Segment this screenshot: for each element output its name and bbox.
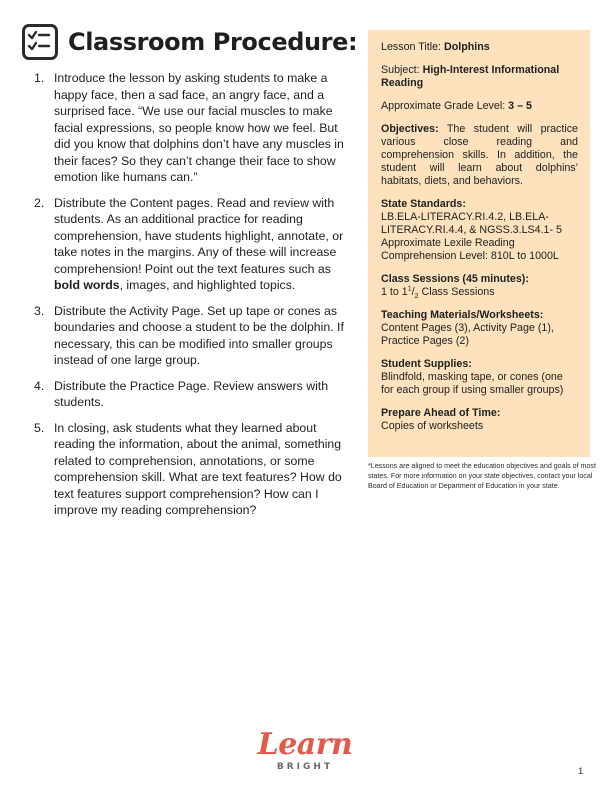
step-text: Introduce the lesson by asking students to make a happy face, then a sad face, an angry face, and a surprised face. “We use our facial muscles to make facial expressions, so people know how we feel. But did you know that dolphins don’t have any muscles in their faces? So they can’t change their face to show emotion like humans can.” (54, 71, 344, 184)
objectives-text: The student will practice various close reading and comprehension skills. In addition, the student will learn about dolphins’ habitats, diets, and behaviors. (381, 123, 578, 187)
lesson-title-field (381, 41, 578, 54)
sessions-slash: / (411, 286, 415, 298)
sessions-numerator: 1 (407, 285, 412, 293)
prepare-ahead-text: Copies of worksheets (381, 420, 484, 432)
state-standards-label: State Standards: (381, 198, 466, 210)
procedure-list (34, 70, 346, 528)
prepare-ahead-section (381, 407, 578, 433)
student-supplies-section (381, 358, 578, 397)
objectives-section (381, 123, 578, 188)
grade-level-field (381, 100, 578, 113)
teaching-materials-section (381, 309, 578, 348)
student-supplies-label: Student Supplies: (381, 358, 472, 370)
prepare-ahead-label: Prepare Ahead of Time: (381, 407, 501, 419)
state-standards-text: LB.ELA-LITERACY.RI.4.2, LB.ELA-LITERACY.RI.4.4, & NGSS.3.LS4.1- 5 (381, 211, 562, 236)
lexile-text: Approximate Lexile Reading Comprehension Level: 810L to 1000L (381, 237, 559, 262)
logo-word: Learn (257, 727, 353, 762)
step-number: 4. (34, 378, 45, 393)
procedure-step-3 (34, 303, 346, 369)
step-number: 2. (34, 195, 45, 210)
teaching-materials-text: Content Pages (3), Activity Page (1), Practice Pages (2) (381, 322, 554, 347)
subject-label: Subject: (381, 64, 420, 76)
step-text-part: Distribute the Content pages. Read and review with students. As an additional practice for reading comprehension, have students highlight, annotate, or take notes in the margins. Any of these will increase comprehension! Point out the text features such as (54, 195, 344, 276)
subject-field (381, 64, 578, 90)
procedure-step-1 (34, 70, 346, 186)
page-number: 1 (578, 766, 584, 777)
step-text-part: , images, and highlighted topics. (119, 278, 296, 292)
standards-footnote: *Lessons are aligned to meet the education objectives and goals of most states. For more information on your state objectives, contact your local Board of Education or Department of Education in your state. (368, 462, 596, 490)
step-text: Distribute the Practice Page. Review answers with students. (54, 378, 329, 409)
procedure-step-5 (34, 420, 346, 519)
subject-value: High-Interest Informational Reading (381, 64, 560, 89)
page-title: Classroom Procedure: (68, 28, 358, 56)
grade-level-label: Approximate Grade Level: (381, 100, 506, 112)
logo-subtitle: BRIGHT (276, 762, 334, 772)
lesson-title-label: Lesson Title: (381, 41, 442, 53)
step-text: Distribute the Activity Page. Set up tape or cones as boundaries and choose a student to be the dolphin. If necessary, this can be modified into smaller groups instead of one large group. (54, 303, 344, 367)
student-supplies-text: Blindfold, masking tape, or cones (one for each group if using smaller groups) (381, 371, 564, 396)
page-header (22, 22, 357, 62)
class-sessions-label: Class Sessions (45 minutes): (381, 273, 529, 285)
objectives-label: Objectives: (381, 123, 439, 135)
state-standards-section (381, 198, 578, 263)
sessions-denominator: 2 (414, 293, 419, 301)
teaching-materials-label: Teaching Materials/Worksheets: (381, 309, 544, 321)
step-number: 3. (34, 303, 45, 318)
class-sessions-section (381, 273, 578, 299)
lesson-info-panel (368, 30, 590, 457)
learn-bright-logo (256, 729, 354, 781)
step-text: In closing, ask students what they learned about reading the information, about the animal, something related to comprehension, annotations, or some comprehension skill. What are text features? How do text features support comprehension? How can I improve my reading comprehension? (54, 420, 342, 517)
step-text (54, 195, 346, 294)
grade-level-value: 3 – 5 (508, 100, 532, 112)
sessions-prefix: 1 to 1 (381, 286, 408, 298)
procedure-step-4 (34, 378, 346, 411)
checklist-icon (22, 24, 58, 60)
lesson-title-value: Dolphins (444, 41, 490, 53)
sessions-suffix: Class Sessions (418, 286, 495, 298)
step-number: 5. (34, 420, 45, 435)
class-sessions-value (381, 286, 578, 299)
step-text-bold: bold words (54, 278, 120, 292)
step-number: 1. (34, 71, 45, 85)
procedure-step-2 (34, 195, 346, 294)
